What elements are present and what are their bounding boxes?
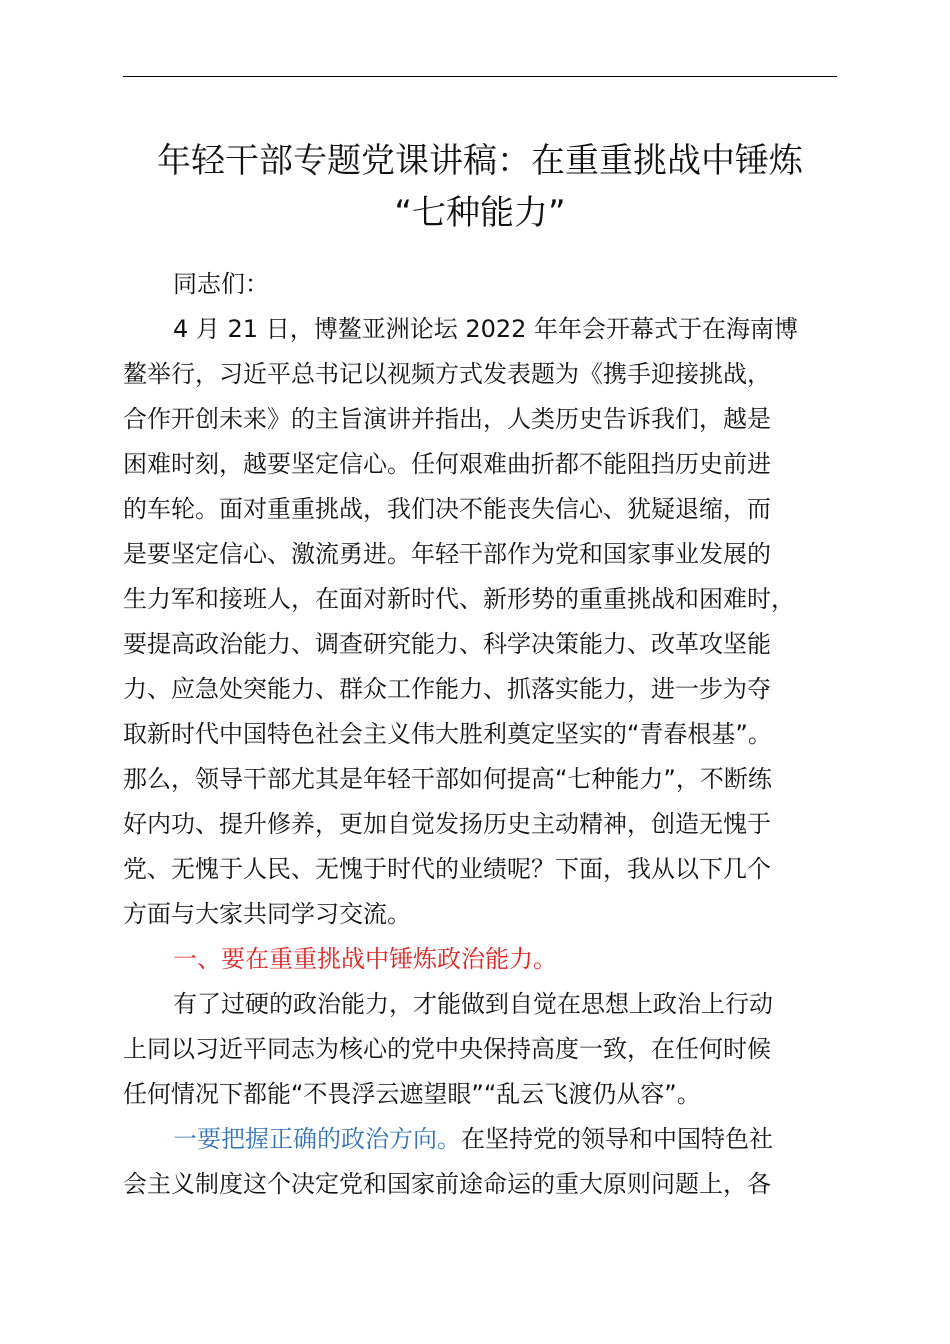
paragraph-line: 困难时刻，越要坚定信心。任何艰难曲折都不能阻挡历史前进	[123, 450, 771, 478]
title-line-1: 年轻干部专题党课讲稿：在重重挑战中锤炼	[157, 141, 803, 181]
paragraph-line: 任何情况下都能“不畏浮云遮望眼”“乱云飞渡仍从容”。	[123, 1080, 701, 1108]
paragraph-intro	[123, 307, 837, 937]
paragraph-line: 好内功、提升修养，更加自觉发扬历史主动精神，创造无愧于	[123, 810, 771, 838]
paragraph-political-direction	[123, 1117, 837, 1207]
paragraph-line: 取新时代中国特色社会主义伟大胜利奠定坚实的“青春根基”。	[123, 720, 772, 748]
paragraph-line-rest: 在坚持党的领导和中国特色社	[461, 1125, 773, 1153]
paragraph-line: 会主义制度这个决定党和国家前途命运的重大原则问题上，各	[123, 1170, 771, 1198]
paragraph-political-ability	[123, 982, 837, 1117]
paragraph-line: 合作开创未来》的主旨演讲并指出，人类历史告诉我们，越是	[123, 405, 771, 433]
paragraph-line: 方面与大家共同学习交流。	[123, 900, 411, 928]
paragraph-line: 上同以习近平同志为核心的党中央保持高度一致，在任何时候	[123, 1035, 771, 1063]
paragraph-line: 力、应急处突能力、群众工作能力、抓落实能力，进一步为夺	[123, 675, 771, 703]
paragraph-line: 是要坚定信心、激流勇进。年轻干部作为党和国家事业发展的	[123, 540, 771, 568]
paragraph-line: 那么，领导干部尤其是年轻干部如何提高“七种能力”，不断练	[123, 765, 772, 793]
section-heading-1: 一、要在重重挑战中锤炼政治能力。	[173, 945, 557, 973]
subheading-lead: 一要把握正确的政治方向。	[173, 1125, 461, 1153]
paragraph-line: 党、无愧于人民、无愧于时代的业绩呢？下面，我从以下几个	[123, 855, 771, 883]
paragraph-line: 的车轮。面对重重挑战，我们决不能丧失信心、犹疑退缩，而	[123, 495, 771, 523]
paragraph-line: 有了过硬的政治能力，才能做到自觉在思想上政治上行动	[173, 990, 773, 1018]
salutation: 同志们：	[173, 270, 269, 298]
paragraph-line: 4 月 21 日，博鳌亚洲论坛 2022 年年会开幕式于在海南博	[173, 315, 799, 343]
paragraph-line: 鳌举行，习近平总书记以视频方式发表题为《携手迎接挑战，	[123, 360, 771, 388]
header-rule	[123, 76, 837, 77]
paragraph-line	[123, 1117, 837, 1162]
title-line-2: “七种能力”	[394, 193, 566, 233]
document-body	[123, 262, 837, 1207]
paragraph-line: 生力军和接班人，在面对新时代、新形势的重重挑战和困难时，	[123, 585, 795, 613]
paragraph-line: 要提高政治能力、调查研究能力、科学决策能力、改革攻坚能	[123, 630, 771, 658]
document-title	[123, 135, 837, 239]
